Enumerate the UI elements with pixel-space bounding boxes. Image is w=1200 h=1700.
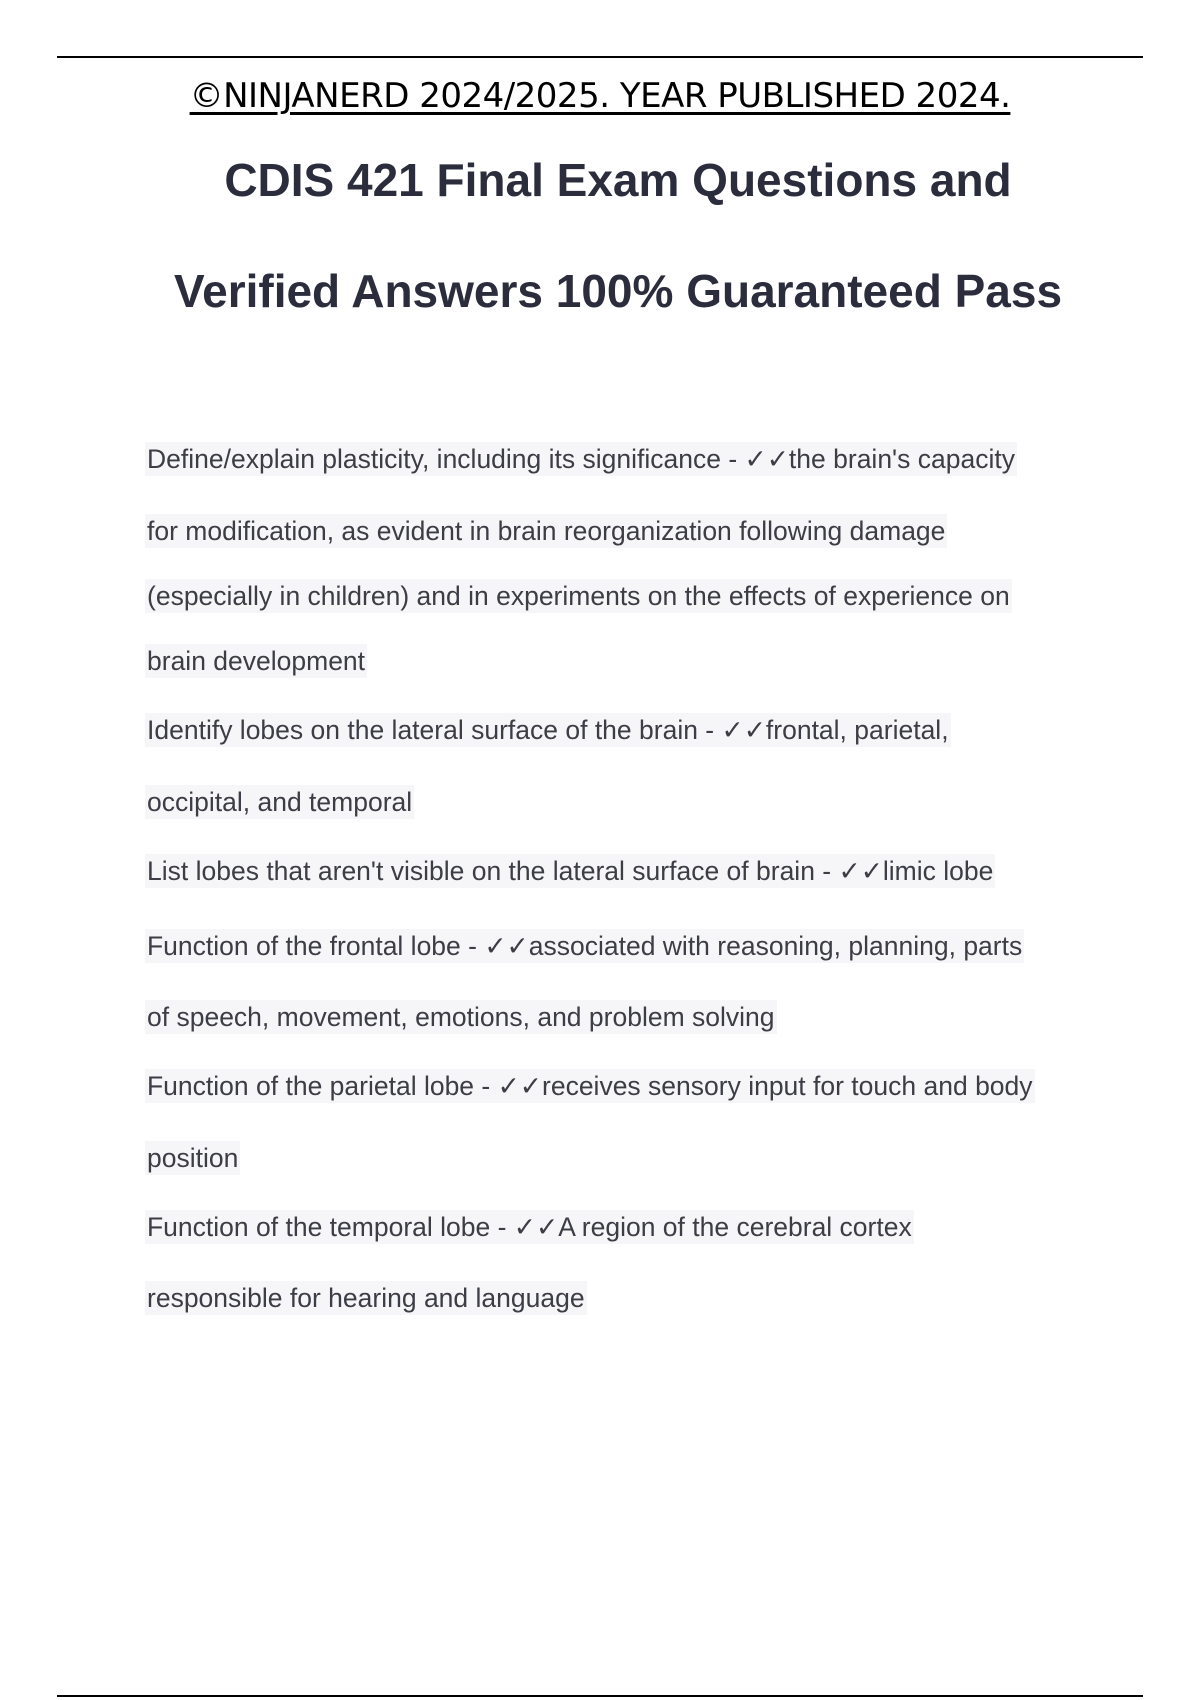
qa-line-text: (especially in children) and in experiments on the effects of experience on — [147, 581, 1010, 611]
qa-line-text: responsible for hearing and language — [147, 1283, 585, 1313]
qa-line — [145, 444, 1017, 475]
qa-line — [145, 1212, 914, 1243]
qa-line — [145, 1071, 1035, 1102]
qa-line-text: occipital, and temporal — [147, 787, 413, 817]
qa-line-text: Function of the temporal lobe - ✓✓A region of the cerebral cortex — [147, 1212, 912, 1242]
qa-line — [145, 856, 995, 887]
qa-line-text: Define/explain plasticity, including its significance - ✓✓the brain's capacity — [147, 444, 1015, 474]
qa-line — [145, 1283, 587, 1314]
qa-line-text: Function of the frontal lobe - ✓✓associated with reasoning, planning, parts — [147, 931, 1023, 961]
top-rule — [57, 56, 1143, 58]
qa-line — [145, 516, 947, 547]
qa-line-text: position — [147, 1143, 239, 1173]
qa-line — [145, 787, 414, 818]
document-title-line-1: CDIS 421 Final Exam Questions and — [224, 154, 1012, 206]
qa-line — [145, 1002, 777, 1033]
qa-line-text: of speech, movement, emotions, and problem solving — [147, 1002, 775, 1032]
qa-line — [145, 646, 367, 677]
qa-line-text: List lobes that aren't visible on the lateral surface of brain - ✓✓limic lobe — [147, 856, 994, 886]
bottom-rule — [57, 1695, 1143, 1697]
qa-line — [145, 715, 951, 746]
document-title-line-2: Verified Answers 100% Guaranteed Pass — [173, 265, 1063, 317]
qa-line-text: brain development — [147, 646, 366, 676]
qa-line-text: Function of the parietal lobe - ✓✓receives sensory input for touch and body — [147, 1071, 1033, 1101]
qa-line-text: for modification, as evident in brain reorganization following damage — [147, 516, 946, 546]
qa-line — [145, 1143, 240, 1174]
copyright-header: ©NINJANERD 2024/2025. YEAR PUBLISHED 2024. — [189, 76, 1011, 116]
qa-line-text: Identify lobes on the lateral surface of the brain - ✓✓frontal, parietal, — [147, 715, 949, 745]
qa-line — [145, 931, 1024, 962]
qa-line — [145, 581, 1012, 612]
